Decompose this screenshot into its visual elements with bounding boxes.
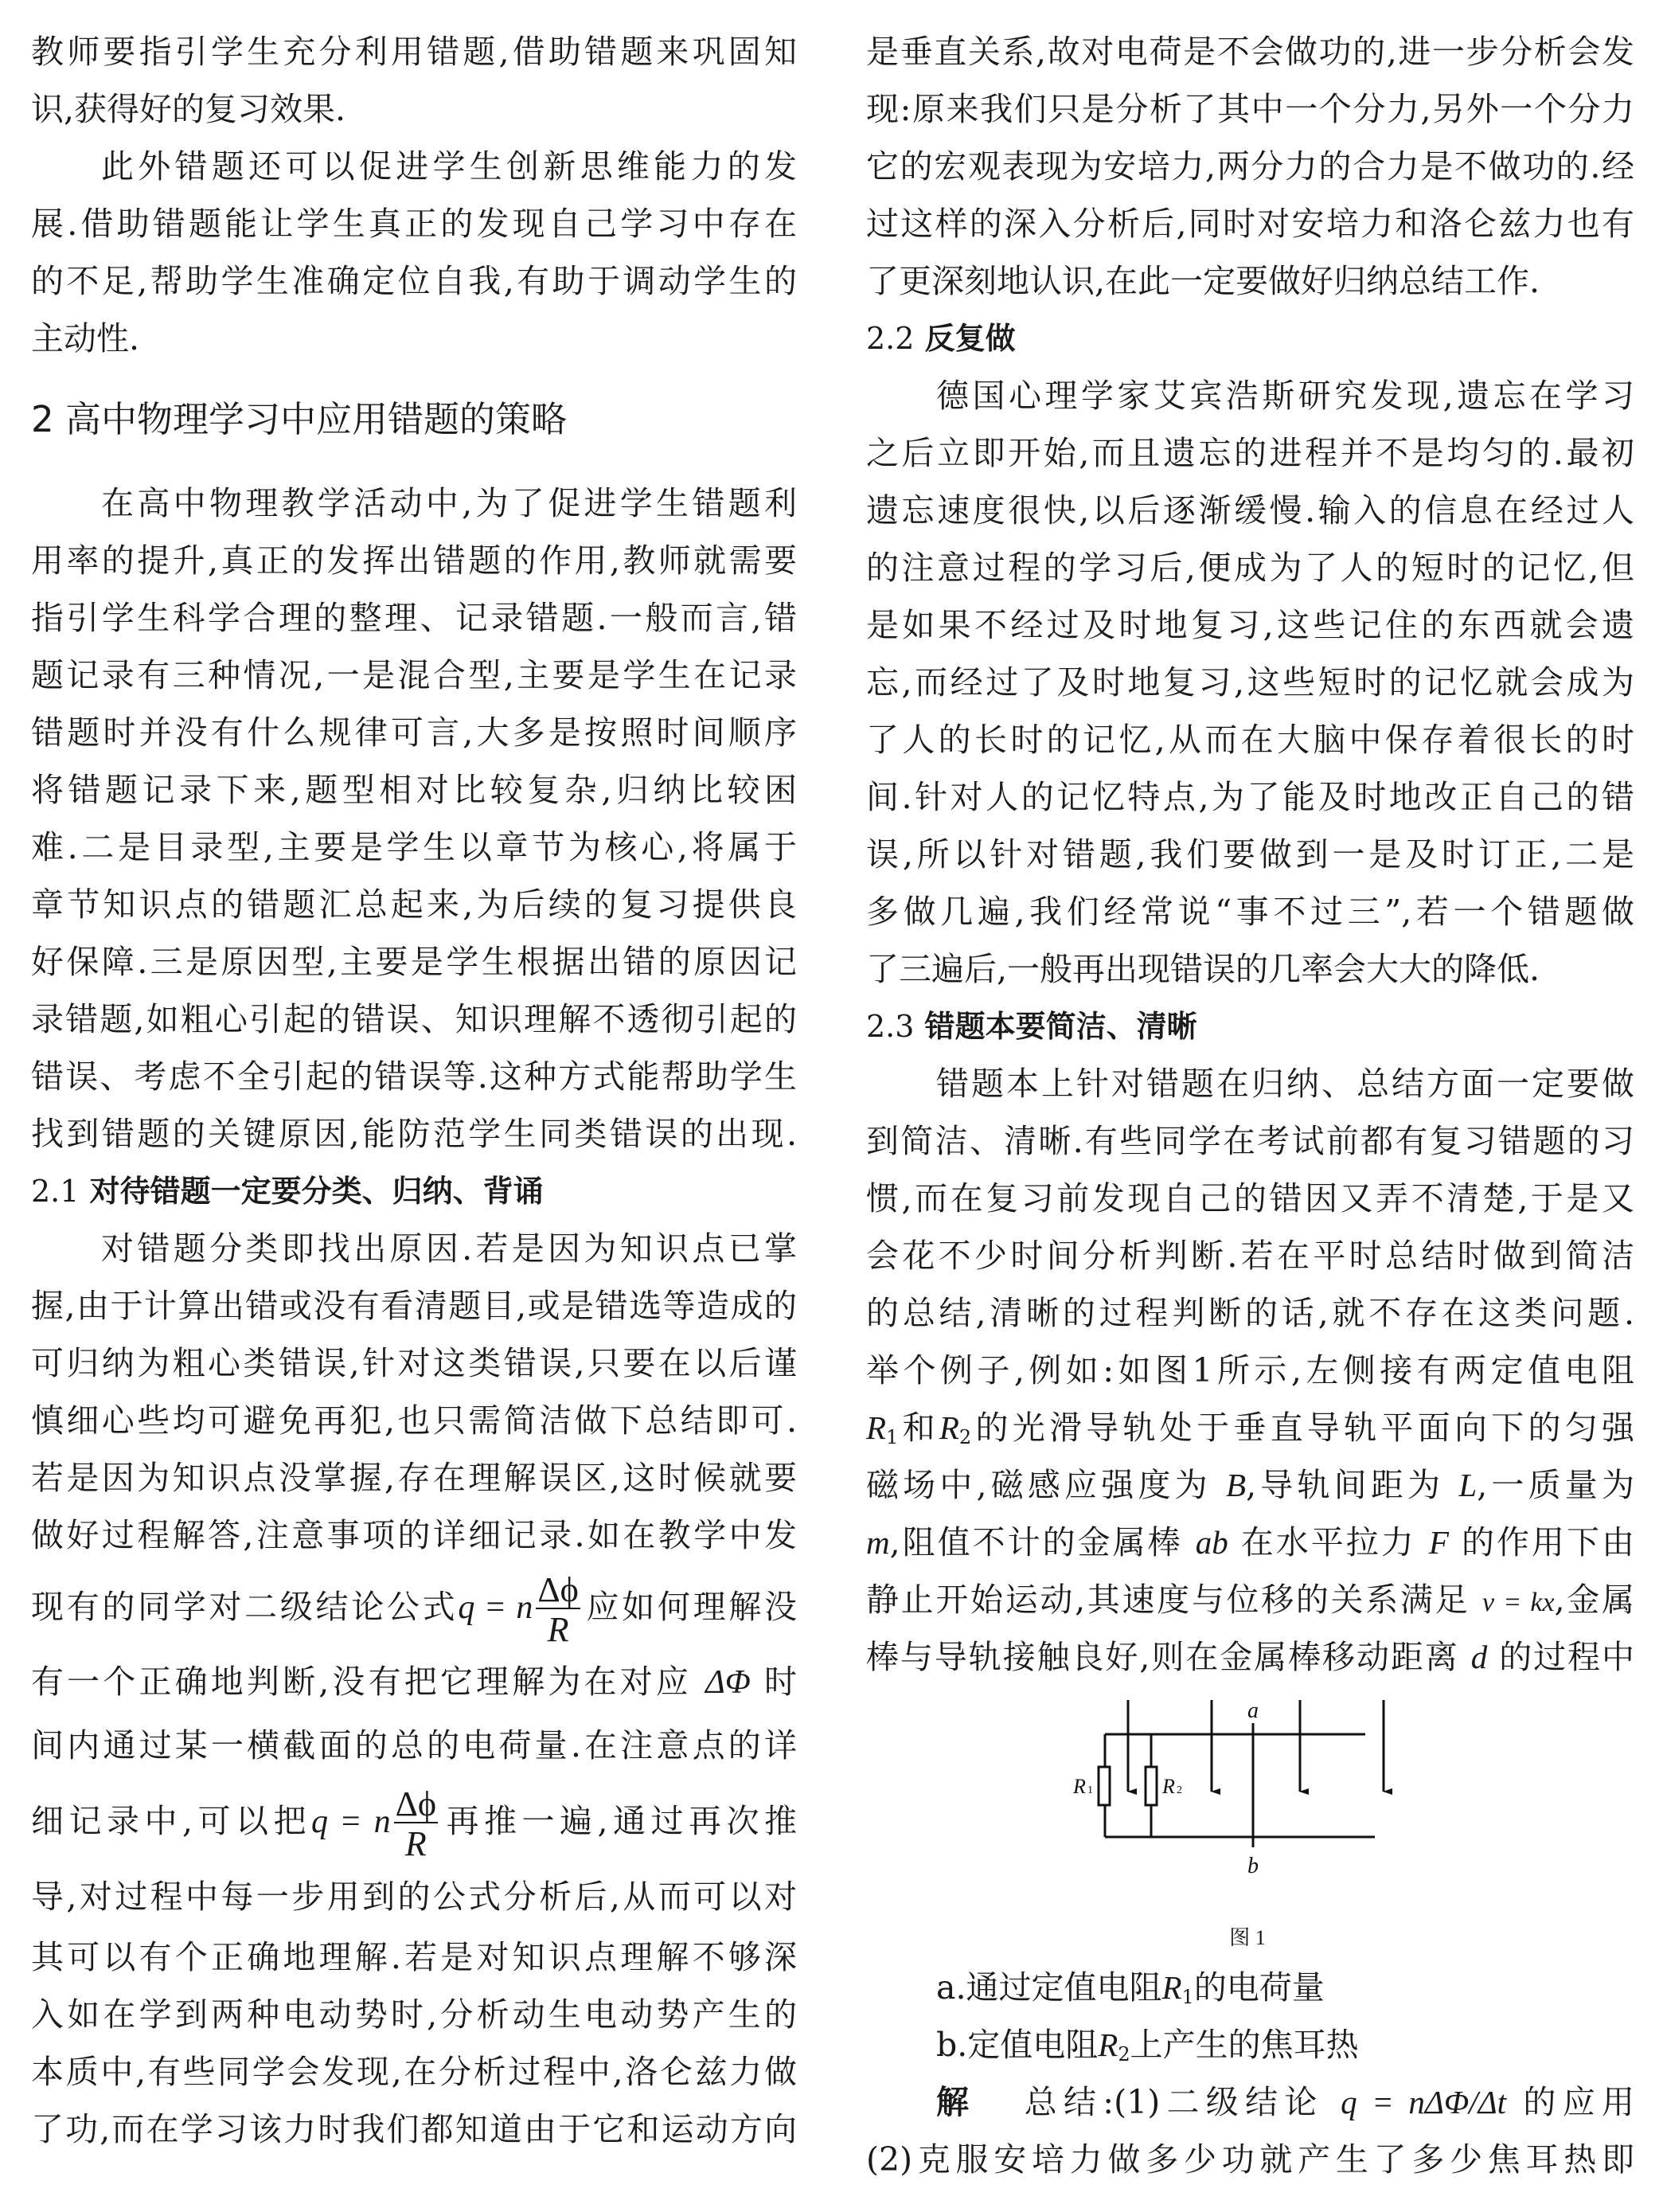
text-line: 难.二是目录型,主要是学生以章节为核心,将属于 xyxy=(31,828,797,866)
text-line: 举个例子,例如:如图1所示,左侧接有两定值电阻 xyxy=(866,1351,1634,1389)
text-line: 是垂直关系,故对电荷是不会做功的,进一步分析会发 xyxy=(866,33,1634,71)
text-line xyxy=(866,1399,1634,1456)
heading-text: 反复做 xyxy=(924,321,1016,356)
text-line xyxy=(866,1514,1634,1571)
text: 上产生的焦耳热 xyxy=(1130,2026,1359,2064)
numerator: Δϕ xyxy=(537,1570,579,1610)
heading-text: 对待错题一定要分类、归纳、背诵 xyxy=(89,1174,544,1209)
text: 磁场中,磁感应强度为 xyxy=(866,1466,1212,1504)
text-line: 多做几遍,我们经常说“事不过三”,若一个错题做 xyxy=(866,893,1634,931)
var-q: q xyxy=(310,1804,328,1840)
label-r2-sub: 2 xyxy=(1177,1784,1182,1796)
text-line: 其可以有个正确地理解.若是对知识点理解不够深 xyxy=(31,1938,797,1976)
fraction xyxy=(536,1570,580,1650)
text-line: 若是因为知识点没掌握,存在理解误区,这时候就要 xyxy=(31,1459,797,1497)
var-R: R xyxy=(1161,1969,1182,2006)
text-line: 误,所以针对错题,我们要做到一是及时订正,二是 xyxy=(866,835,1634,873)
question-b xyxy=(866,2016,1634,2073)
var-R: R xyxy=(1098,2026,1118,2063)
text: 有一个正确地判断,没有把它理解为在对应 xyxy=(31,1663,692,1701)
subscript: 1 xyxy=(886,1426,899,1448)
text: 棒与导轨接触良好,则在金属棒移动距离 xyxy=(866,1638,1459,1676)
text-line: 的总结,清晰的过程判断的话,就不存在这类问题. xyxy=(866,1294,1634,1332)
text-line: 在高中物理教学活动中,为了促进学生错题利 xyxy=(101,484,797,522)
equals: = xyxy=(474,1589,517,1626)
equals: = xyxy=(327,1804,374,1840)
var-R: R xyxy=(939,1409,959,1446)
var-ab: ab xyxy=(1195,1524,1228,1561)
var-q: q xyxy=(458,1589,475,1626)
text-line: 导,对过程中每一步用到的公式分析后,从而可以对 xyxy=(31,1878,797,1916)
text-line: 现:原来我们只是分析了其中一个分力,另外一个分力 xyxy=(866,90,1634,128)
text: 的过程中 xyxy=(1499,1638,1634,1676)
heading-number: 2.1 xyxy=(31,1174,80,1209)
var-n: n xyxy=(373,1804,391,1840)
label-b: b xyxy=(1247,1854,1259,1878)
text-line: 遗忘速度很快,以后逐渐缓慢.输入的信息在经过人 xyxy=(866,491,1634,530)
text-line: 会花不少时间分析判断.若在平时总结时做到简洁 xyxy=(866,1237,1634,1275)
text-line: 录错题,如粗心引起的错误、知识理解不透彻引起的 xyxy=(31,1000,797,1038)
text: ,阻值不计的金属棒 xyxy=(889,1523,1183,1561)
text-line: 展.借助错题能让学生真正的发现自己学习中存在 xyxy=(31,205,797,243)
text-line: 间.针对人的记忆特点,为了能及时地改正自己的错 xyxy=(866,778,1634,816)
text: 的应用 xyxy=(1523,2083,1635,2121)
text-line: 之后立即开始,而且遗忘的进程并不是均匀的.最初 xyxy=(866,434,1634,472)
text-line xyxy=(31,1650,797,1714)
text-line: (2)克服安培力做多少功就产生了多少焦耳热即 xyxy=(866,2140,1634,2179)
var-R: R xyxy=(866,1409,887,1446)
text: ,一质量为 xyxy=(1477,1466,1634,1504)
text-line: 题记录有三种情况,一是混合型,主要是学生在记录 xyxy=(31,656,797,694)
text-line: 德国心理学家艾宾浩斯研究发现,遗忘在学习 xyxy=(936,377,1634,415)
text-line: 章节知识点的错题汇总起来,为后续的复习提供良 xyxy=(31,885,797,924)
text: b.定值电阻 xyxy=(936,2026,1099,2064)
text-line: 过这样的深入分析后,同时对安培力和洛仑兹力也有 xyxy=(866,205,1634,243)
delta-phi: ΔΦ xyxy=(705,1664,751,1701)
text: 现有的同学对二级结论公式 xyxy=(31,1588,459,1626)
text-line: 用率的提升,真正的发挥出错题的作用,教师就需要 xyxy=(31,541,797,580)
label-a: a xyxy=(1247,1698,1259,1723)
formula xyxy=(310,1784,441,1864)
formula xyxy=(458,1570,584,1650)
label-r2: R xyxy=(1162,1775,1175,1798)
text: 和 xyxy=(898,1409,939,1447)
text-line: 握,由于计算出错或没有看清题目,或是错选等造成的 xyxy=(31,1287,797,1325)
var-F: F xyxy=(1428,1524,1449,1561)
text-line: 了人的长时的记忆,从而在大脑中保存着很长的时 xyxy=(866,721,1634,759)
text: 的电荷量 xyxy=(1193,1968,1325,2007)
text-line xyxy=(866,1628,1634,1686)
text: 时 xyxy=(764,1663,797,1701)
text: 应如何理解没 xyxy=(583,1588,798,1626)
resistor-r1 xyxy=(1099,1767,1110,1805)
heading-number: 2 xyxy=(31,398,54,440)
denominator: R xyxy=(547,1610,569,1650)
text: 的光滑导轨处于垂直导轨平面向下的匀强 xyxy=(971,1409,1635,1447)
text-line: 指引学生科学合理的整理、记录错题.一般而言,错 xyxy=(31,599,797,637)
text: ,导轨间距为 xyxy=(1246,1466,1445,1504)
heading-text: 错题本要简洁、清晰 xyxy=(924,1009,1197,1044)
text-line: 的不足,帮助学生准确定位自我,有助于调动学生的 xyxy=(31,262,797,300)
text: 在水平拉力 xyxy=(1240,1523,1416,1561)
subsection-heading-2-3 xyxy=(866,998,1634,1055)
solution-label: 解 xyxy=(936,2083,976,2121)
text-line: 可归纳为粗心类错误,针对这类错误,只要在以后谨 xyxy=(31,1344,797,1382)
text-line: 了更深刻地认识,在此一定要做好归纳总结工作. xyxy=(866,262,1540,300)
text: 细记录中,可以把 xyxy=(31,1802,311,1840)
text-line: 忘,而经过了及时地复习,这些短时的记忆就会成为 xyxy=(866,663,1634,702)
text-line: 对错题分类即找出原因.若是因为知识点已掌 xyxy=(101,1229,797,1268)
text-line: 惯,而在复习前发现自己的错因又弄不清楚,于是又 xyxy=(866,1179,1634,1217)
text: a.通过定值电阻 xyxy=(936,1968,1162,2007)
text-line: 间内通过某一横截面的总的电荷量.在注意点的详 xyxy=(31,1726,797,1765)
label-r1-sub: 1 xyxy=(1087,1784,1093,1796)
text: 总结:(1)二级结论 xyxy=(1024,2083,1324,2121)
text-line xyxy=(866,1571,1634,1628)
text-line: 好保障.三是原因型,主要是学生根据出错的原因记 xyxy=(31,943,797,981)
text-line: 本质中,有些同学会发现,在分析过程中,洛仑兹力做 xyxy=(31,2053,797,2091)
text-line: 做好过程解答,注意事项的详细记录.如在教学中发 xyxy=(31,1516,797,1554)
denominator: R xyxy=(404,1824,427,1864)
var-n: n xyxy=(516,1589,533,1626)
solution-line xyxy=(866,2073,1634,2131)
subsection-heading-2-1 xyxy=(31,1163,797,1220)
var-m: m xyxy=(866,1524,890,1561)
text-line: 慎细心些均可避免再犯,也只需简洁做下总结即可. xyxy=(31,1401,797,1440)
var-L: L xyxy=(1458,1467,1478,1503)
formula: q = nΔΦ/Δt xyxy=(1341,2084,1507,2120)
text-line: 了三遍后,一般再出现错误的几率会大大的降低. xyxy=(866,950,1540,988)
formula-line xyxy=(31,1777,797,1865)
subscript: 2 xyxy=(958,1426,972,1448)
text-line: 的注意过程的学习后,便成为了人的短时的记忆,但 xyxy=(866,549,1634,587)
heading-number: 2.2 xyxy=(866,321,915,356)
text-line xyxy=(866,1456,1634,1514)
subsection-heading-2-2 xyxy=(866,310,1634,367)
text-line: 是如果不经过及时地复习,这些记住的东西就会遗 xyxy=(866,606,1634,644)
text: ,金属 xyxy=(1554,1581,1634,1619)
section-heading-2 xyxy=(31,391,797,448)
formula-line xyxy=(31,1564,797,1650)
text-line: 找到错题的关键原因,能防范学生同类错误的出现. xyxy=(31,1115,797,1153)
text-line: 教师要指引学生充分利用错题,借助错题来巩固知 xyxy=(31,33,797,71)
text-line: 入如在学到两种电动势时,分析动生电动势产生的 xyxy=(31,1995,797,2034)
text: 的作用下由 xyxy=(1461,1523,1634,1561)
text: 再推一遍,通过再次推 xyxy=(441,1802,797,1840)
text-line: 错误、考虑不全引起的错误等.这种方式能帮助学生 xyxy=(31,1057,797,1096)
formula-v-kx: v = kx xyxy=(1482,1588,1555,1617)
text: 静止开始运动,其速度与位移的关系满足 xyxy=(866,1581,1470,1619)
text-line: 了功,而在学习该力时我们都知道由于它和运动方向 xyxy=(31,2110,797,2148)
var-B: B xyxy=(1226,1467,1247,1503)
subscript: 2 xyxy=(1118,2043,1130,2065)
fraction xyxy=(394,1784,438,1864)
var-d: d xyxy=(1470,1639,1488,1675)
heading-text: 高中物理学习中应用错题的策略 xyxy=(64,398,567,440)
text-line: 此外错题还可以促进学生创新思维能力的发 xyxy=(101,147,797,186)
figure-caption: 图 1 xyxy=(1229,1926,1266,1949)
resistor-r2 xyxy=(1146,1767,1157,1805)
text-line: 主动性. xyxy=(31,319,140,358)
text-line: 识,获得好的复习效果. xyxy=(31,90,346,128)
label-r1: R xyxy=(1073,1775,1086,1798)
text-line: 到简洁、清晰.有些同学在考试前都有复习错题的习 xyxy=(866,1122,1634,1160)
heading-number: 2.3 xyxy=(866,1009,915,1044)
text-line: 将错题记录下来,题型相对比较复杂,归纳比较困 xyxy=(31,771,797,809)
subscript: 1 xyxy=(1181,1986,1194,2008)
question-a xyxy=(866,1959,1634,2016)
text-line: 错题时并没有什么规律可言,大多是按照时间顺序 xyxy=(31,713,797,752)
circuit-figure xyxy=(1059,1688,1409,1959)
text-line: 它的宏观表现为安培力,两分力的合力是不做功的.经 xyxy=(866,147,1634,186)
text-line: 错题本上针对错题在归纳、总结方面一定要做 xyxy=(936,1065,1634,1103)
left-column xyxy=(31,23,797,2158)
numerator: Δϕ xyxy=(395,1784,437,1824)
